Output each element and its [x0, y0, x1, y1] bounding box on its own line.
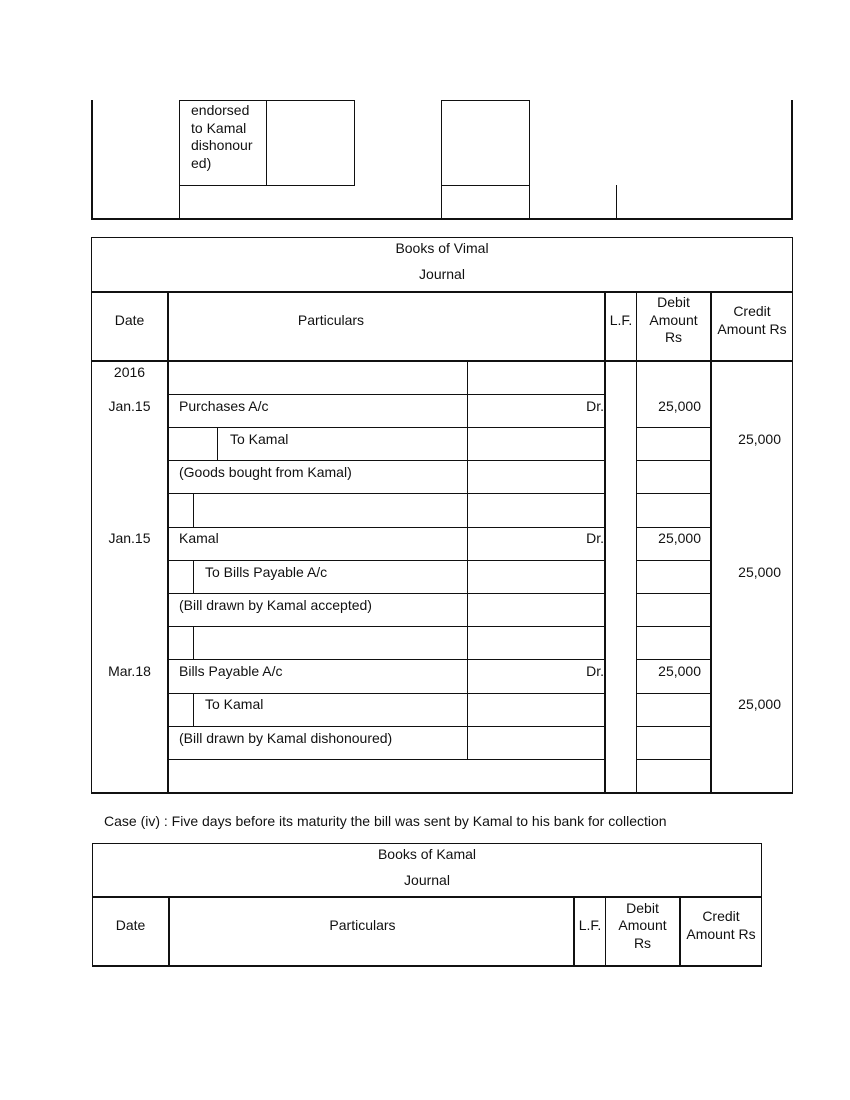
vimal-entry-2-debit-amount: 25,000 [658, 530, 701, 546]
kamal-header-debit-3: Rs [633, 935, 652, 951]
kamal-header-debit-1: Debit [626, 900, 659, 916]
vimal-entry-2-credit-amount: 25,000 [738, 564, 781, 580]
kamal-header-credit-1: Credit [702, 908, 740, 924]
vimal-header-particulars: Particulars [297, 312, 365, 328]
vimal-entry-1-credit-amount: 25,000 [738, 431, 781, 447]
vimal-year: 2016 [113, 364, 146, 380]
kamal-journal-title: Journal [404, 872, 450, 888]
vimal-entry-1-date: Jan.15 [108, 398, 151, 414]
kamal-header-date: Date [115, 917, 146, 933]
fragment-line-3: dishonour [191, 137, 253, 153]
vimal-entry-3-credit-amount: 25,000 [738, 696, 781, 712]
vimal-entry-3-dr: Dr. [586, 663, 604, 679]
fragment-line-4: ed) [191, 155, 212, 171]
vimal-entry-2-date: Jan.15 [108, 530, 151, 546]
vimal-header-debit-3: Rs [664, 329, 683, 345]
fragment-line-1: endorsed [191, 102, 250, 118]
case-iv-text: Case (iv) : Five days before its maturity the bill was sent by Kamal to his bank for collection [104, 813, 667, 829]
vimal-header-lf: L.F. [609, 312, 633, 328]
vimal-header-debit-2: Amount [649, 312, 698, 328]
kamal-header-lf: L.F. [578, 917, 602, 933]
vimal-entry-2-debit-account: Kamal [179, 530, 219, 546]
vimal-entry-3-debit-account: Bills Payable A/c [179, 663, 283, 679]
fragment-line-2: to Kamal [191, 120, 247, 136]
vimal-header-credit-1: Credit [733, 303, 771, 319]
vimal-entry-1-narration: (Goods bought from Kamal) [179, 464, 352, 480]
vimal-entry-1-credit-account: To Kamal [230, 431, 289, 447]
vimal-entry-2-narration: (Bill drawn by Kamal accepted) [179, 597, 372, 613]
vimal-header-date: Date [114, 312, 145, 328]
vimal-entry-1-dr: Dr. [586, 398, 604, 414]
vimal-entry-3-date: Mar.18 [108, 663, 151, 679]
vimal-entry-1-debit-amount: 25,000 [658, 398, 701, 414]
vimal-journal-title: Journal [419, 266, 465, 282]
vimal-entry-3-credit-account: To Kamal [205, 696, 264, 712]
kamal-header-credit-2: Amount Rs [686, 926, 756, 942]
vimal-book-title: Books of Vimal [395, 240, 489, 256]
kamal-book-title: Books of Kamal [377, 846, 477, 862]
kamal-header-particulars: Particulars [329, 917, 396, 933]
vimal-entry-3-narration: (Bill drawn by Kamal dishonoured) [179, 730, 393, 746]
vimal-entry-3-debit-amount: 25,000 [658, 663, 701, 679]
vimal-entry-1-debit-account: Purchases A/c [179, 398, 269, 414]
vimal-entry-2-credit-account: To Bills Payable A/c [205, 564, 328, 580]
kamal-header-debit-2: Amount [618, 917, 667, 933]
vimal-entry-2-dr: Dr. [586, 530, 604, 546]
vimal-header-credit-2: Amount Rs [717, 321, 787, 337]
vimal-header-debit-1: Debit [657, 294, 690, 310]
